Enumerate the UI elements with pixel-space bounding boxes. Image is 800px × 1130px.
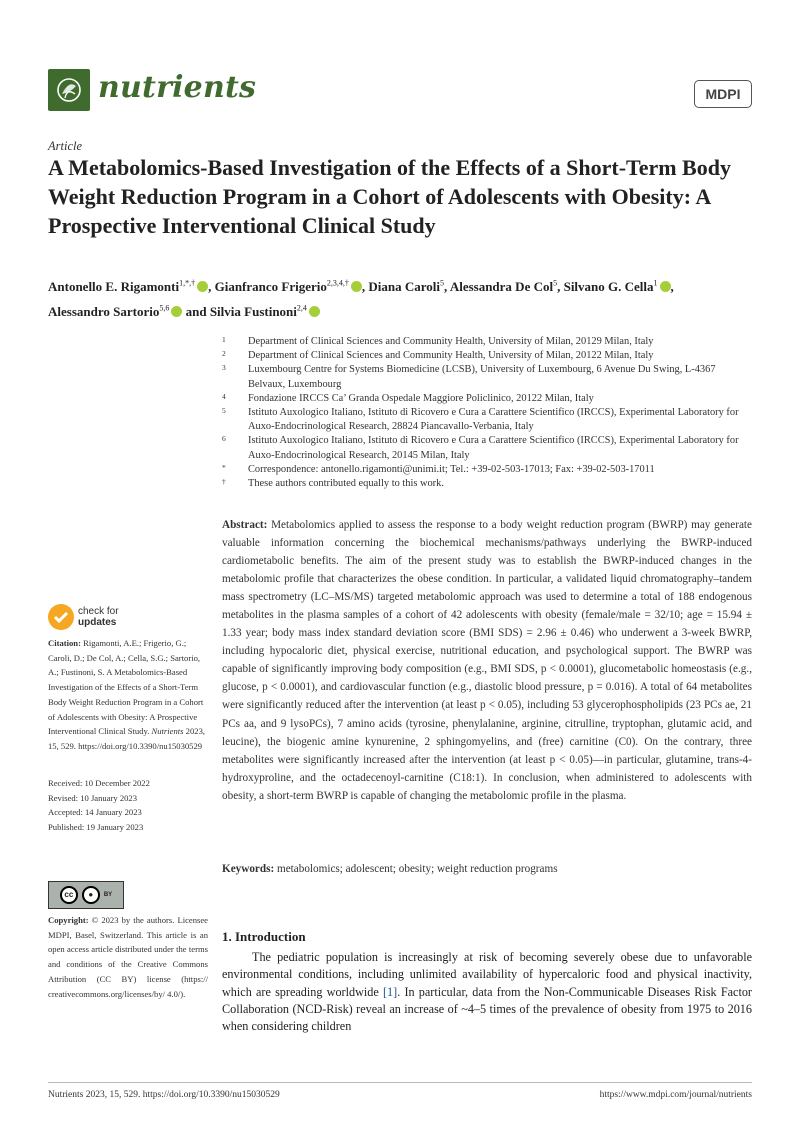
cc-icon: cc <box>60 886 78 904</box>
intro-paragraph: The pediatric population is increasingly at risk of becoming severely obese due to unfavorable environmental conditions, including unlimited availability of hypercaloric food and physical inactivity, which are spreading worldwide [1]. In particular, data from the Non-Communicable Diseases Risk Factor Collaboration (NCD-Risk) reveal an increase of ~4–5 times of the prevalence of obesity from 1975 to 2016 when considering children <box>222 950 752 1034</box>
author: Diana Caroli$^5$, <box>368 279 450 295</box>
affiliation-item: 4 Fondazione IRCCS Ca’ Granda Ospedale Maggiore Policlinico, 20122 Milan, Italy <box>222 391 594 404</box>
journal-logo-icon <box>48 69 90 111</box>
citation-block: Citation: Rigamonti, A.E.; Frigerio, G.; Caroli, D.; De Col, A.; Cella, S.G.; Sartorio, A.; Fustinoni, S. A Metabolomics-Based Investigation of the Effects of a Short-Term Body Weight Reduction Program in a Cohort of Adolescents with Obesity: A Prospective Interventional Clinical Study. Nutrients 2023, 15, 529. https://doi.org/10.3390/nu15030529 <box>48 638 206 751</box>
author: Antonello E. Rigamonti$^{1,*,\dagger}$ , <box>48 279 215 295</box>
received-date: Received: 10 December 2022 <box>48 778 150 788</box>
affiliation-item: 2 Department of Clinical Sciences and Community Health, University of Milan, 20122 Milan, Italy <box>222 349 654 362</box>
orcid-icon[interactable] <box>309 306 320 317</box>
abstract-label: Abstract: <box>222 519 268 531</box>
orcid-icon[interactable] <box>197 281 208 292</box>
affiliation-item: 1 Department of Clinical Sciences and Community Health, University of Milan, 20129 Milan, Italy <box>222 335 654 347</box>
affiliation-item: 3 Luxembourg Centre for Systems Biomedicine (LCSB), University of Luxembourg, 6 Avenue Du Swing, L-4367 Belvaux, Luxembourg <box>222 363 716 390</box>
author: Gianfranco Frigerio$^{2,3,4,\dagger}$ , <box>214 279 369 295</box>
orcid-icon[interactable] <box>171 306 182 317</box>
abstract <box>222 516 752 805</box>
revised-date: Revised: 10 January 2023 <box>48 792 138 803</box>
author: Silvia Fustinoni$^{2,4}$ <box>210 304 320 319</box>
affiliations <box>222 335 752 491</box>
article-dates <box>48 776 208 835</box>
footer-citation: Nutrients 2023, 15, 529. https://doi.org/10.3390/nu15030529 <box>48 1090 280 1100</box>
author-list <box>48 273 758 322</box>
citation-doi-link[interactable]: https://doi.org/10.3390/nu15030529 <box>78 740 203 751</box>
orcid-icon[interactable] <box>351 281 362 292</box>
author: Alessandra De Col$^5$, <box>449 279 564 295</box>
reference-link[interactable]: [1] <box>382 984 398 999</box>
check-updates-icon[interactable] <box>48 604 74 630</box>
attribution-icon: ● <box>82 886 100 904</box>
accepted-date: Accepted: 14 January 2023 <box>48 807 142 818</box>
author: Silvano G. Cella$^1$ , <box>563 279 674 295</box>
publisher-logo: MDPI <box>694 80 752 108</box>
correspondence: * Correspondence: antonello.rigamonti@unimi.it; Tel.: +39-02-503-17013; Fax: +39-02-503-17011 <box>222 462 655 475</box>
article-type: Article <box>48 139 83 153</box>
published-date: Published: 19 January 2023 <box>48 822 144 833</box>
section-heading: 1. Introduction <box>222 929 306 944</box>
check-for-updates-button[interactable]: check for updates <box>78 606 119 628</box>
article-title: A Metabolomics-Based Investigation of the Effects of a Short-Term Body Weight Reduction Program in a Cohort of Adolescents with Obesity: A Prospective Interventional Clinical Study <box>48 155 731 238</box>
journal-url-link[interactable]: https://www.mdpi.com/journal/nutrients <box>599 1090 752 1100</box>
author: Alessandro Sartorio$^{5,6}$ and <box>48 303 210 319</box>
equal-contribution-note: † These authors contributed equally to this work. <box>222 477 444 490</box>
cc-by-license-icon[interactable]: cc ● BY <box>48 881 124 909</box>
orcid-icon[interactable] <box>660 281 671 292</box>
affiliation-item: 5 Istituto Auxologico Italiano, Istituto di Ricovero e Cura a Carattere Scientifico (IRCCS), Experimental Laboratory for Auxo-Endocrinological Research, 28824 Piancavallo-Verbania, Italy <box>222 406 739 433</box>
copyright-notice: Copyright: © 2023 by the authors. Licensee MDPI, Basel, Switzerland. This article is an open access article distributed under the terms and conditions of the Creative Commons Attribution (CC BY) license (https:// creativecommons.org/licenses/by/ 4.0/). <box>48 915 208 999</box>
journal-name: nutrients <box>98 70 257 105</box>
abstract-text: Metabolomics applied to assess the response to a body weight reduction program (BWRP) may generate valuable information concerning the biochemical mechanisms/pathways underlying the BWRP-induced cardiometabolic benefits. The aim of the present study was to establish the BWRP-induced changes in the metabolomic profile that characterizes the obese condition. In particular, a validated liquid chromatography–tandem mass spectrometry (LC–MS/MS) targeted metabolomic approach was used to determine a total of 188 endogenous metabolites in the plasma samples of a cohort of 42 adolescents with obesity (female/male = 32/10; age = 15.94 ± 1.33 year; body mass index standard deviation score (BMI SDS) = 2.96 ± 0.46) who underwent a 3-week BWRP, including hypocaloric diet, physical exercise, nutritional education, and psychological support. The BWRP was capable of significantly improving body composition (e.g., BMI SDS, p < 0.0001), glucometabolic homeostasis (e.g., glucose, p < 0.0001), and cardiovascular function (e.g., diastolic blood pressure, p = 0.016). A total of 64 metabolites were significantly reduced after the intervention (at least p < 0.05), including 53 glycerophospholipids (23 PCs ae, 21 PCs aa, and 9 lysoPCs), 7 amino acids (tyrosine, phenylalanine, arginine, citrulline, tryptophan, glutamic acid, and leucine), the biogenic amine kynurenine, 2 sphingomyelins, and (free) carnitine (C0). On the contrary, three metabolites were significantly increased after the intervention (at least p < 0.05)—in particular, glutamine, trans-4-hydroxyproline, and the octadecenoyl-carnitine (C18:1). In conclusion, when administered to adolescents with obesity, a short-term BWRP is capable of changing the metabolomic profile in the plasma. <box>222 519 752 802</box>
footer-divider <box>48 1082 752 1083</box>
keywords: Keywords: metabolomics; adolescent; obesity; weight reduction programs <box>222 863 558 875</box>
affiliation-item: 6 Istituto Auxologico Italiano, Istituto di Ricovero e Cura a Carattere Scientifico (IRCCS), Experimental Laboratory for Auxo-Endocrinological Research, 20145 Milan, Italy <box>222 434 739 461</box>
